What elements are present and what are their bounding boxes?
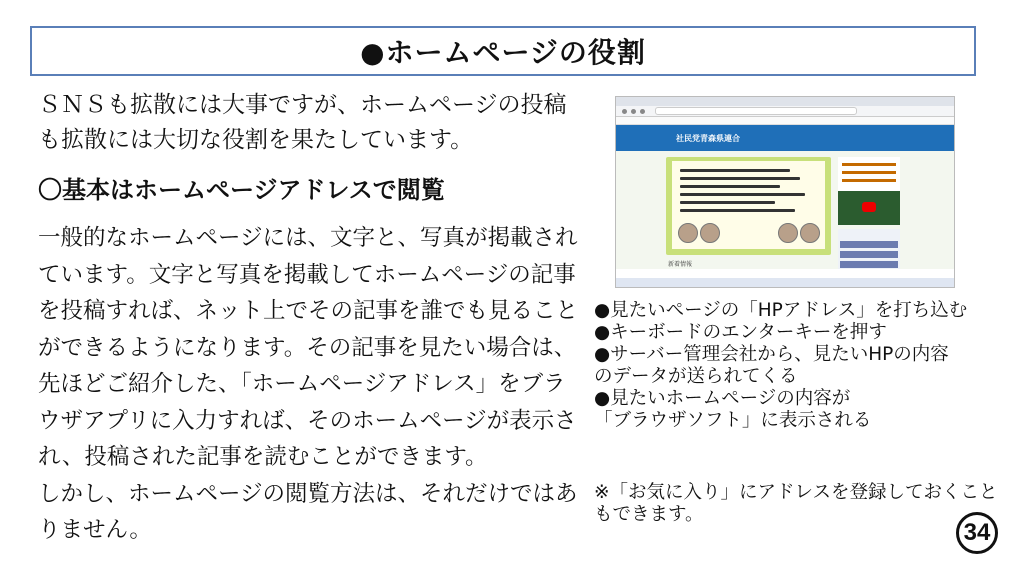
step-item: のデータが送られてくる [594,366,798,387]
site-title: 社民党青森県連合 [676,133,740,143]
step-item: ●キーボードのエンターキーを押す [594,322,887,343]
step-item: ●見たいページの「HPアドレス」を打ち込む [594,300,968,321]
reload-icon [640,109,645,114]
site-header [616,125,954,151]
menu-item [840,251,898,258]
title-box [30,26,976,76]
step-item: 「ブラウザソフト」に表示される [594,410,872,431]
banner-line [680,177,800,180]
bookmarks-bar [616,117,954,125]
steps-list [594,300,1004,432]
banner-line [680,185,780,188]
avatar [700,223,720,243]
page-number: 34 [956,512,998,554]
website-screenshot [615,96,955,288]
banner-line [680,169,790,172]
banner-line [680,201,775,204]
notice-line [842,163,896,166]
back-icon [622,109,627,114]
avatar [800,223,820,243]
notice-line [842,179,896,182]
body-text: 一般的なホームページには、文字と、写真が掲載されています。文字と写真を掲載してホームページの記事を投稿すれば、ネット上でその記事を誰でも見ることができるようになります。その記事を見たい場合は、先ほどご紹介した、「ホームページアドレス」をブラウザアプリに入力すれば、そのホームページが表示され、投稿された記事を読むことができます。 しかし、ホームページの閲覧方法は、それだけではありません。 [38,225,579,543]
banner-line [680,193,805,196]
section-heading: 〇基本はホームページアドレスで閲覧 [38,176,445,204]
site-banner [666,157,831,255]
step-item: ●サーバー管理会社から、見たいHPの内容 [594,344,949,365]
side-notice [838,157,900,191]
slide-title: ●ホームページの役割 [360,36,646,69]
note-text: ※「お気に入り」にアドレスを登録しておくこともできます。 [594,482,998,525]
menu-item [840,241,898,248]
banner-inner [672,161,825,249]
notice-line [842,171,896,174]
banner-line [680,209,795,212]
site-menu [838,229,900,269]
step-item: ●見たいホームページの内容が [594,388,851,409]
menu-item [840,261,898,268]
avatar [678,223,698,243]
avatar [778,223,798,243]
video-thumbnail [838,191,900,225]
site-main [616,151,954,269]
url-box [655,107,857,115]
browser-address-bar [616,106,954,117]
forward-icon [631,109,636,114]
browser-tabs [616,97,954,106]
news-label: 新着情報 [668,261,693,268]
intro-text: ＳＮＳも拡散には大事ですが、ホームページの投稿も拡散には大切な役割を果たしています。 [38,92,567,153]
play-icon [862,202,876,212]
taskbar [616,278,954,287]
